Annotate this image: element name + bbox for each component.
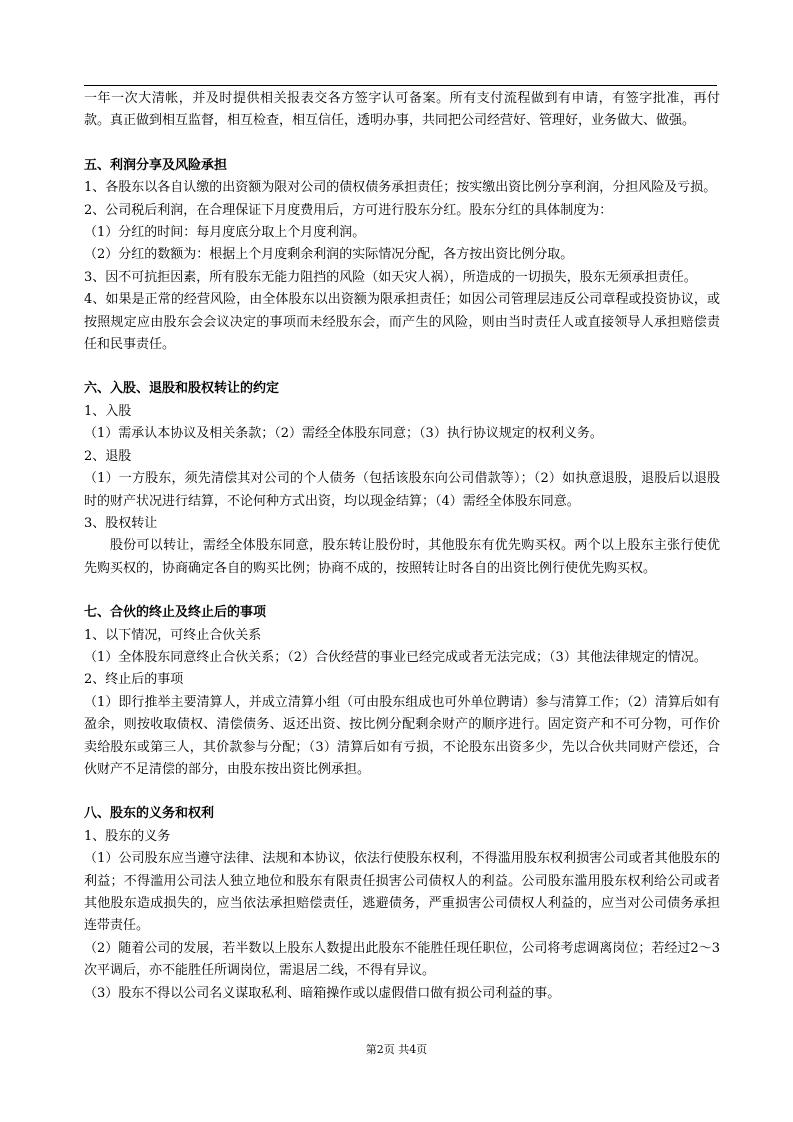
paragraph: （1）分红的时间：每月度底分取上个月度利润。	[84, 225, 366, 241]
paragraph: 4、如果是正常的经营风险，由全体股东以出资额为限承担责任；如因公司管理层违反公司章程或投资协议，或按照规定应由股东会会议决定的事项而未经股东会，而产生的风险，则由当时责任人或直接领导人承担赔偿责任和民事责任。	[84, 292, 720, 353]
section-profit-risk	[84, 155, 720, 357]
section-heading: 八、股东的义务和权利	[84, 806, 215, 822]
paragraph: 2、终止后的事项	[84, 672, 184, 688]
section-heading: 六、入股、退股和股权转让的约定	[84, 381, 280, 397]
paragraph: 1、股东的义务	[84, 828, 171, 844]
section-heading: 五、利润分享及风险承担	[84, 157, 228, 173]
document-body	[84, 88, 720, 1005]
page-number-footer: 第2页 共4页	[365, 1043, 428, 1056]
paragraph: （1）需承认本协议及相关条款；（2）需经全体股东同意；（3）执行协议规定的权利义务。	[84, 426, 603, 442]
paragraph: （1）一方股东，须先清偿其对公司的个人债务（包括该股东向公司借款等）；（2）如执意退股，退股后以退股时的财产状况进行结算，不论何种方式出资，均以现金结算；（4）需经全体股东同意。	[84, 471, 720, 509]
section-duties-rights	[84, 803, 720, 1005]
paragraph: 1、以下情况，可终止合伙关系	[84, 627, 262, 643]
paragraph: （2）随着公司的发展，若半数以上股东人数提出此股东不能胜任现任职位，公司将考虑调离岗位；若经过2～3次平调后，亦不能胜任所调岗位，需退居二线，不得有异议。	[84, 940, 720, 979]
paragraph: （1）公司股东应当遵守法律、法规和本协议，依法行使股东权利，不得滥用股东权利损害公司或者其他股东的利益；不得滥用公司法人独立地位和股东有限责任损害公司债权人的利益。公司股东滥用股东权利给公司或者其他股东造成损失的，应当依法承担赔偿责任，逃避债务，严重损害公司债权人利益的，应当对公司债务承担连带责任。	[84, 851, 720, 934]
paragraph: （1）全体股东同意终止合伙关系；（2）合伙经营的事业已经完成或者无法完成；（3）其他法律规定的情况。	[84, 649, 707, 665]
header-rule	[84, 85, 717, 86]
paragraph: （3）股东不得以公司名义谋取私利、暗箱操作或以虚假借口做有损公司利益的事。	[84, 985, 561, 1001]
section-termination	[84, 602, 720, 781]
paragraph: （2）分红的数额为：根据上个月度剩余利润的实际情况分配，各方按出资比例分取。	[84, 247, 574, 263]
paragraph: 1、入股	[84, 403, 132, 419]
paragraph: 2、退股	[84, 448, 132, 464]
intro-paragraph: 一年一次大清帐，并及时提供相关报表交各方签字认可备案。所有支付流程做到有申请，有签字批准，再付款。真正做到相互监督，相互检查，相互信任，透明办事，共同把公司经营好、管理好，业务做大、做强。	[84, 91, 720, 129]
paragraph: （1）即行推举主要清算人，并成立清算小组（可由股东组成也可外单位聘请）参与清算工作；（2）清算后如有盈余，则按收取债权、清偿债务、返还出资、按比例分配剩余财产的顺序进行。固定资产和不可分物，可作价卖给股东或第三人，其价款参与分配；（3）清算后如有亏损，不论股东出资多少，先以合伙共同财产偿还，合伙财产不足清偿的部分，由股东按出资比例承担。	[84, 694, 720, 777]
section-heading: 七、合伙的终止及终止后的事项	[84, 605, 267, 621]
paragraph: 1、各股东以各自认缴的出资额为限对公司的债权债务承担责任；按实缴出资比例分享利润，分担风险及亏损。	[84, 180, 717, 196]
paragraph: 3、股权转让	[84, 515, 158, 531]
paragraph: 3、因不可抗拒因素，所有股东无能力阻挡的风险（如天灾人祸），所造成的一切损失，股东无须承担责任。	[84, 269, 697, 285]
section-shares	[84, 378, 720, 580]
paragraph: 股份可以转让，需经全体股东同意，股东转让股份时，其他股东有优先购买权。两个以上股东主张行使优先购买权的，协商确定各自的购买比例；协商不成的，按照转让时各自的出资比例行使优先购买权。	[84, 538, 720, 576]
paragraph: 2、公司税后利润，在合理保证下月度费用后，方可进行股东分红。股东分红的具体制度为：	[84, 202, 613, 218]
